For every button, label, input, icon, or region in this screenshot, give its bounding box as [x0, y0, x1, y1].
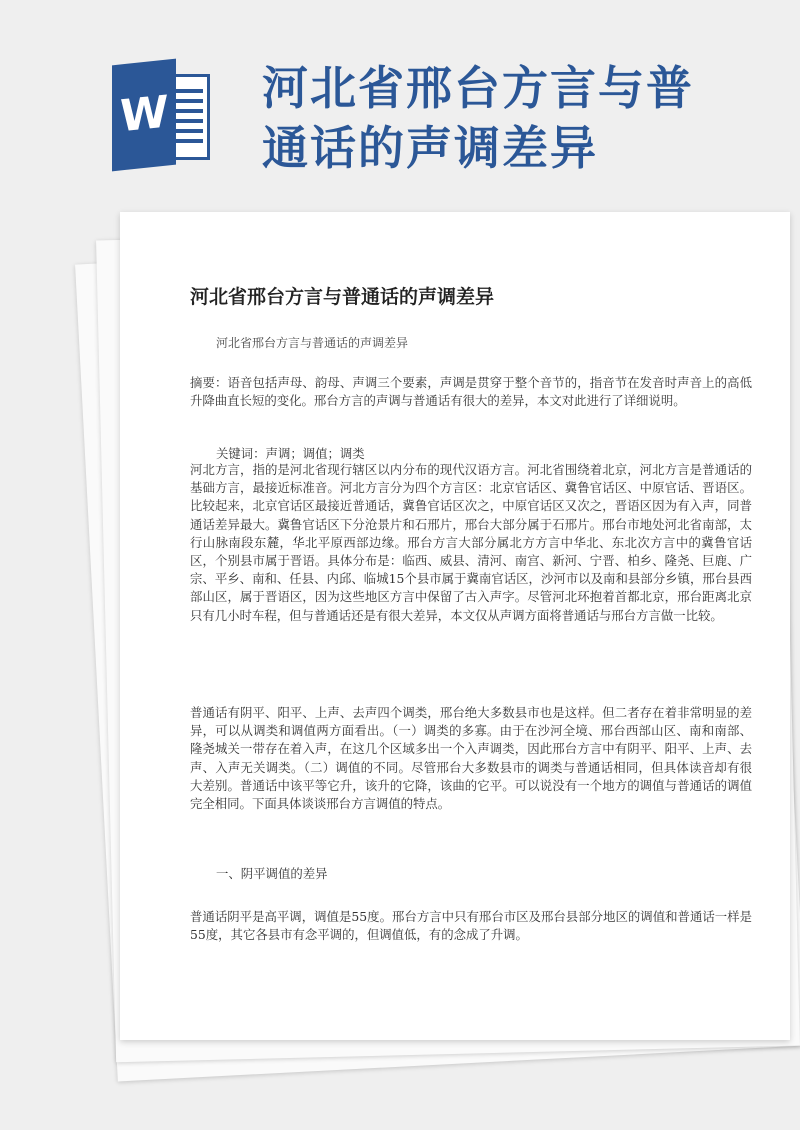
yinping-paragraph: 普通话阴平是高平调，调值是55度。邢台方言中只有邢台市区及邢台县部分地区的调值和普通话一样是55度，其它各县市有念平调的，但调值低，有的念成了升调。: [190, 909, 752, 943]
word-letter-badge: W: [112, 59, 176, 172]
keywords-line: 关键词：声调；调值；调类: [216, 446, 365, 461]
word-document-icon: [112, 62, 220, 168]
header-banner: [0, 0, 800, 215]
intro-paragraph: 河北方言，指的是河北省现行辖区以内分布的现代汉语方言。河北省围绕着北京，河北方言是普通话的基础方言，最接近标准音。河北方言分为四个方言区：北京官话区、冀鲁官话区、中原官话、晋语区。比较起来，北京官话区最接近普通话，冀鲁官话区次之，中原官话区又次之，晋语区因为有入声，同普通话差异最大。冀鲁官话区下分沧景片和石邢片，邢台大部分属于石邢片。邢台市地处河北省南部，太行山脉南段东麓，华北平原西部边缘。邢台方言大部分属北方方言中华北、东北次方言中的冀鲁官话区，个别县市属于晋语。具体分布是：临西、威县、清河、南宫、新河、宁晋、柏乡、隆尧、巨鹿、广宗、平乡、南和、任县、内邱、临城15个县市属于冀南官话区，沙河市以及南和县部分乡镇，邢台县西部山区，属于晋语区，因为这些地区方言中保留了古入声字。尽管河北环抱着首都北京，邢台距离北京只有几小时车程，但与普通话还是有很大差异，本文仅从声调方面将普通话与邢台方言做一比较。: [190, 462, 752, 623]
document-page: [120, 212, 790, 1040]
article-subtitle: 河北省邢台方言与普通话的声调差异: [216, 336, 409, 350]
tone-comparison-paragraph: 普通话有阴平、阳平、上声、去声四个调类，邢台绝大多数县市也是这样。但二者存在着非常明显的差异，可以从调类和调值两方面看出。（一）调类的多寡。由于在沙河全境、邢台西部山区、南和南部、隆尧城关一带存在着入声，在这几个区域多出一个入声调类，因此邢台方言中有阴平、阳平、上声、去声、入声无关调类。（二）调值的不同。尽管邢台大多数县市的调类与普通话相同，但具体读音却有很大差别。普通话中该平等它升，该升的它降，该曲的它平。可以说没有一个地方的调值与普通话的调值完全相同。下面具体谈谈邢台方言调值的特点。: [190, 705, 752, 812]
section-heading: 一、阴平调值的差异: [216, 866, 328, 881]
abstract-paragraph: 摘要：语音包括声母、韵母、声调三个要素，声调是贯穿于整个音节的，指音节在发音时声音上的高低升降曲直长短的变化。邢台方言的声调与普通话有很大的差异，本文对此进行了详细说明。: [190, 375, 752, 409]
banner-title: 河北省邢台方言与普通话的声调差异: [262, 61, 694, 175]
article-title: 河北省邢台方言与普通话的声调差异: [190, 286, 495, 308]
